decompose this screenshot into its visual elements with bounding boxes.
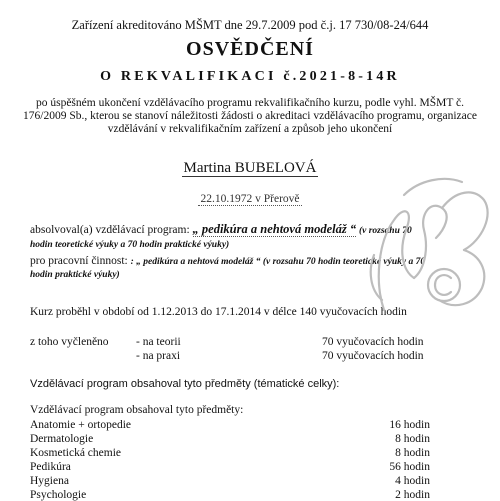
program-extent-1: (v rozsahu 70: [358, 226, 412, 236]
activity-label: pro pracovní činnost:: [30, 255, 128, 267]
subject-hours: 4 hodin: [395, 475, 430, 487]
allocation-part-practice: - na praxi: [136, 350, 181, 362]
subject-hours: 8 hodin: [395, 433, 430, 445]
allocation-hours-practice: 70 vyučovacích hodin: [322, 350, 424, 362]
allocation-label: z toho vyčleněno: [30, 336, 109, 348]
subject-hours: 2 hodin: [395, 489, 430, 501]
activity-text-1: : „ pedikúra a nehtová modeláž “ (v rozsahu 70 hodin teoretické výuky a 70: [130, 257, 426, 267]
subject-name: Kosmetická chemie: [30, 447, 122, 459]
subjects-heading: Vzdělávací program obsahoval tyto předměty:: [30, 404, 244, 416]
intro-paragraph: po úspěšném ukončení vzdělávacího programu rekvalifikačního kurzu, podle vyhl. MŠMT č. 176/2009 Sb., kterou se stanoví náležitosti žádosti o akreditaci vzdělávacího programu, organizace vzdělávání v rekvalifikačním zařízení a způsob jeho ukončení: [23, 97, 477, 135]
activity-line: [30, 255, 425, 267]
allocation-part-theory: - na teorii: [136, 336, 181, 348]
subject-hours: 16 hodin: [389, 419, 430, 431]
subject-name: Anatomie + ortopedie: [30, 419, 132, 431]
program-label: absolvoval(a) vzdělávací program:: [30, 224, 190, 236]
person-name: [0, 160, 500, 177]
accreditation-header: Zařízení akreditováno MŠMT dne 29.7.2009 pod č.j. 17 730/08-24/644: [71, 18, 429, 32]
subject-name: Dermatologie: [30, 433, 94, 445]
subject-name: Psychologie: [30, 489, 87, 501]
subject-hours: 56 hodin: [389, 461, 430, 473]
program-extent-2: hodin teoretické výuky a 70 hodin praktické výuky): [30, 240, 230, 250]
program-name: „ pedikúra a nehtová modeláž “: [192, 222, 357, 236]
allocation-hours-theory: 70 vyučovacích hodin: [322, 336, 424, 348]
subject-name: Hygiena: [30, 475, 69, 487]
person-name-text: Martina BUBELOVÁ: [183, 160, 317, 176]
certificate-subtitle: O REKVALIFIKACI č.2021-8-14R: [100, 69, 400, 84]
subjects-heading-themes: Vzdělávací program obsahoval tyto předměty (tématické celky):: [30, 378, 340, 390]
course-period: Kurz proběhl v období od 1.12.2013 do 17.1.2014 v délce 140 vyučovacích hodin: [30, 306, 407, 318]
birth-info: [0, 193, 500, 205]
subject-hours: 8 hodin: [395, 447, 430, 459]
certificate-title: OSVĚDČENÍ: [186, 38, 314, 60]
birth-info-text: 22.10.1972 v Přerově: [200, 193, 300, 205]
embossed-seal-icon: [344, 160, 500, 330]
activity-text-2: hodin praktické výuky): [30, 270, 120, 280]
subject-name: Pedikúra: [30, 461, 71, 473]
program-line: [30, 222, 412, 237]
